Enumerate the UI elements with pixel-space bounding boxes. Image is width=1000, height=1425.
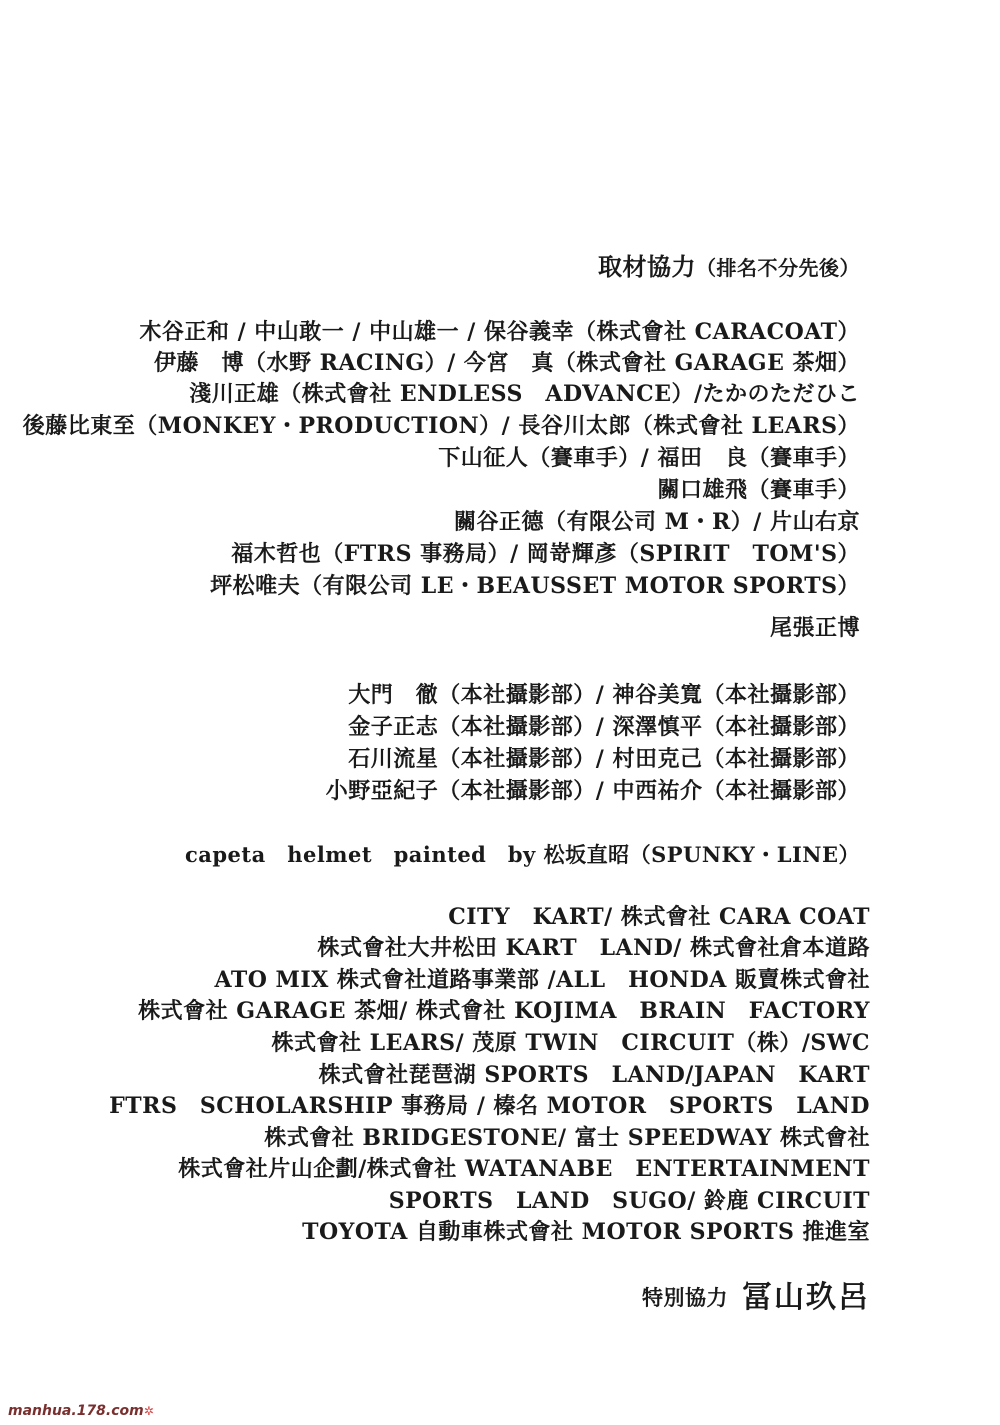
heading-sub: （排名不分先後） [696, 256, 860, 280]
organization-line: 株式會社大井松田 KART LAND/ 株式會社倉本道路 [317, 935, 870, 961]
photographer-line: 小野亞紀子（本社攝影部）/ 中西祐介（本社攝影部） [325, 778, 860, 804]
organization-line: 株式會社 LEARS/ 茂原 TWIN CIRCUIT（株）/SWC [271, 1030, 870, 1056]
contributor-line: 木谷正和 / 中山敢一 / 中山雄一 / 保谷義幸（株式會社 CARACOAT） [139, 319, 860, 345]
contributor-line: 伊藤 博（水野 RACING）/ 今宮 真（株式會社 GARAGE 茶畑） [154, 350, 860, 376]
contributor-line: 尾張正博 [769, 615, 860, 641]
site-watermark [8, 1403, 154, 1419]
special-thanks-name: 冨山玖呂 [742, 1280, 870, 1315]
photographer-line: 石川流星（本社攝影部）/ 村田克己（本社攝影部） [348, 746, 860, 772]
organization-line: SPORTS LAND SUGO/ 鈴鹿 CIRCUIT [388, 1188, 870, 1214]
credits-heading [598, 253, 860, 282]
contributor-line: 後藤比東至（MONKEY・PRODUCTION）/ 長谷川太郎（株式會社 LEARS） [22, 413, 860, 439]
star-icon: ✲ [143, 1404, 154, 1418]
organization-line: ATO MIX 株式會社道路事業部 /ALL HONDA 販賣株式會社 [214, 967, 870, 993]
contributor-line: 福木哲也（FTRS 事務局）/ 岡嵜輝彥（SPIRIT TOM'S） [231, 541, 860, 567]
organization-line: 株式會社 GARAGE 茶畑/ 株式會社 KOJIMA BRAIN FACTORY [138, 998, 870, 1024]
organization-line: 株式會社 BRIDGESTONE/ 富士 SPEEDWAY 株式會社 [264, 1125, 870, 1151]
organization-line: 株式會社片山企劃/株式會社 WATANABE ENTERTAINMENT [178, 1156, 870, 1182]
heading-main: 取材協力 [598, 252, 696, 281]
special-thanks-label: 特別協力 [642, 1285, 728, 1310]
contributor-line: 淺川正雄（株式會社 ENDLESS ADVANCE）/たかのただひこ [189, 381, 860, 407]
organization-line: 株式會社琵琶湖 SPORTS LAND/JAPAN KART [318, 1062, 870, 1088]
contributor-line: 關口雄飛（賽車手） [657, 477, 860, 503]
organization-line: TOYOTA 自動車株式會社 MOTOR SPORTS 推進室 [302, 1219, 870, 1245]
special-thanks [642, 1280, 870, 1315]
organization-line: FTRS SCHOLARSHIP 事務局 / 榛名 MOTOR SPORTS LAND [109, 1093, 870, 1119]
contributor-line: 下山征人（賽車手）/ 福田 良（賽車手） [438, 445, 860, 471]
contributor-line: 坪松唯夫（有限公司 LE・BEAUSSET MOTOR SPORTS） [210, 573, 860, 599]
contributor-line: 關谷正德（有限公司 M・R）/ 片山右京 [454, 509, 860, 535]
photographer-line: 金子正志（本社攝影部）/ 深澤慎平（本社攝影部） [348, 714, 860, 740]
photographer-line: 大門 徹（本社攝影部）/ 神谷美寬（本社攝影部） [348, 682, 860, 708]
helmet-credit: capeta helmet painted by 松坂直昭（SPUNKY・LINE） [184, 842, 860, 867]
watermark-text: manhua.178.com [8, 1403, 144, 1419]
organization-line: CITY KART/ 株式會社 CARA COAT [448, 904, 870, 930]
